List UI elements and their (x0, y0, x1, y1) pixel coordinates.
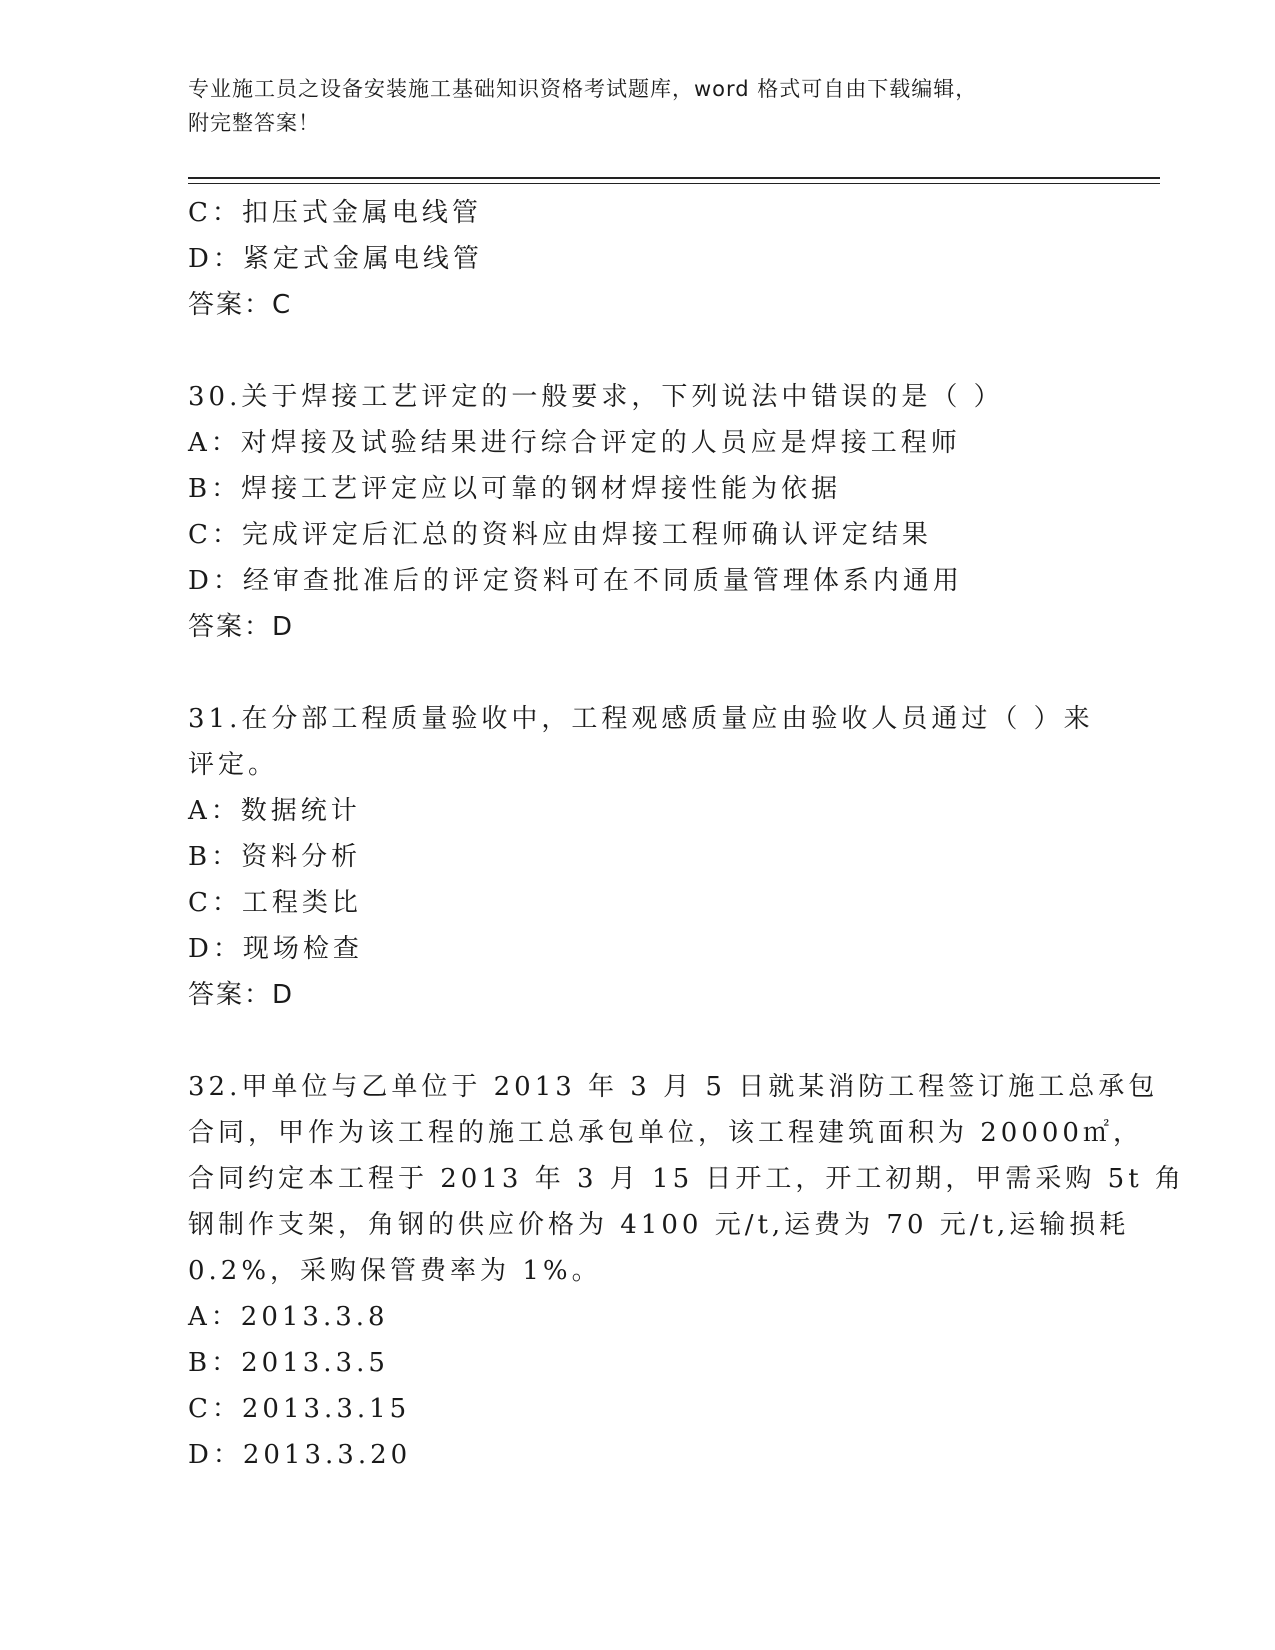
q32-question-line-1: 32.甲单位与乙单位于 2013 年 3 月 5 日就某消防工程签订施工总承包 (188, 1072, 1159, 1102)
header-line-1: 专业施工员之设备安装施工基础知识资格考试题库，word 格式可自由下载编辑， (188, 77, 978, 101)
q29-option-d: D：紧定式金属电线管 (188, 244, 483, 274)
q30-answer: 答案：D (188, 612, 295, 642)
q30-option-c: C：完成评定后汇总的资料应由焊接工程师确认评定结果 (188, 520, 932, 550)
q32-option-c: C：2013.3.15 (188, 1394, 411, 1424)
q30-question: 30.关于焊接工艺评定的一般要求，下列说法中错误的是（ ） (188, 382, 1004, 412)
header-rule-thin (188, 183, 1160, 184)
q31-option-c: C：工程类比 (188, 888, 362, 918)
q30-option-b: B：焊接工艺评定应以可靠的钢材焊接性能为依据 (188, 474, 842, 504)
document-header (188, 72, 1088, 140)
question-content (188, 190, 1185, 1478)
q32-question-line-5: 0.2%，采购保管费率为 1%。 (188, 1256, 602, 1286)
spacer (188, 1018, 1088, 1064)
q32-question-line-3: 合同约定本工程于 2013 年 3 月 15 日开工，开工初期，甲需采购 5t 角 (188, 1164, 1185, 1194)
header-line-2: 附完整答案！ (188, 111, 320, 135)
q31-option-b: B：资料分析 (188, 842, 362, 872)
q31-option-a: A：数据统计 (188, 796, 361, 826)
q32-option-d: D：2013.3.20 (188, 1440, 412, 1470)
q31-question-line-2: 评定。 (188, 750, 279, 780)
q32-question-line-2: 合同，甲作为该工程的施工总承包单位，该工程建筑面积为 20000㎡， (188, 1118, 1143, 1148)
q31-question-line-1: 31.在分部工程质量验收中，工程观感质量应由验收人员通过（ ）来 (188, 704, 1094, 734)
header-rule-thick (188, 177, 1160, 179)
spacer (188, 650, 1088, 696)
q31-option-d: D：现场检查 (188, 934, 363, 964)
q29-option-c: C：扣压式金属电线管 (188, 198, 482, 228)
q29-answer: 答案：C (188, 290, 293, 320)
q30-option-a: A：对焊接及试验结果进行综合评定的人员应是焊接工程师 (188, 428, 961, 458)
q32-option-a: A：2013.3.8 (188, 1302, 389, 1332)
q31-answer: 答案：D (188, 980, 295, 1010)
q32-question-line-4: 钢制作支架，角钢的供应价格为 4100 元/t,运费为 70 元/t,运输损耗 (188, 1210, 1130, 1240)
q32-option-b: B：2013.3.5 (188, 1348, 389, 1378)
spacer (188, 328, 1088, 374)
q30-option-d: D：经审查批准后的评定资料可在不同质量管理体系内通用 (188, 566, 963, 596)
